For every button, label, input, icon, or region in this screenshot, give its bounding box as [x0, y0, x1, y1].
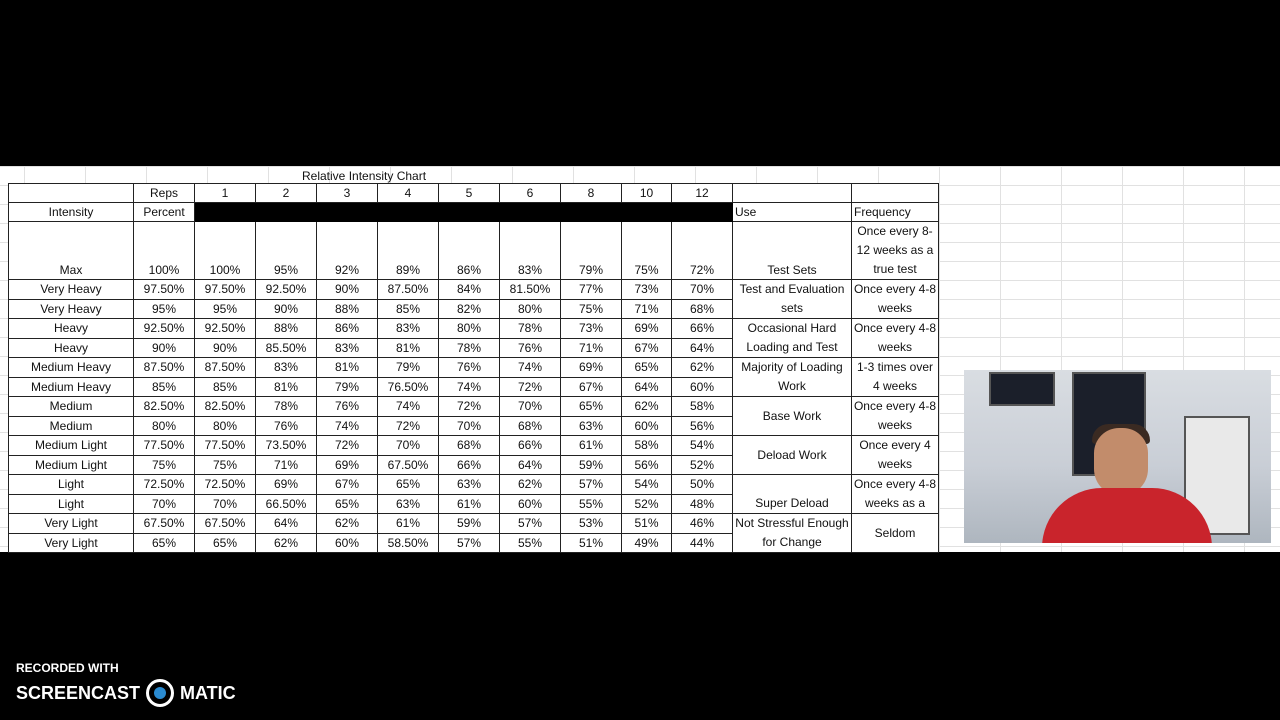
- percent-cell[interactable]: 74%: [378, 397, 439, 417]
- percent-cell[interactable]: 80%: [439, 319, 500, 339]
- header-cell[interactable]: [852, 184, 939, 203]
- percent-cell[interactable]: 87.50%: [378, 280, 439, 300]
- percent-cell[interactable]: 75%: [134, 455, 195, 475]
- percent-cell[interactable]: 81%: [256, 377, 317, 397]
- percent-cell[interactable]: 62%: [500, 475, 561, 495]
- percent-cell[interactable]: 64%: [500, 455, 561, 475]
- percent-cell[interactable]: 95%: [256, 222, 317, 280]
- percent-cell[interactable]: 73%: [561, 319, 622, 339]
- percent-cell[interactable]: 72.50%: [134, 475, 195, 495]
- percent-cell[interactable]: 59%: [561, 455, 622, 475]
- percent-cell[interactable]: 83%: [256, 358, 317, 378]
- header-cell[interactable]: 4: [378, 184, 439, 203]
- percent-cell[interactable]: 64%: [256, 514, 317, 534]
- use-cell[interactable]: Base Work: [733, 397, 852, 436]
- header-cell[interactable]: [733, 184, 852, 203]
- percent-cell[interactable]: 81.50%: [500, 280, 561, 300]
- percent-cell[interactable]: 61%: [439, 494, 500, 514]
- percent-cell[interactable]: 75%: [195, 455, 256, 475]
- percent-cell[interactable]: 72%: [317, 436, 378, 456]
- frequency-header[interactable]: Frequency: [852, 203, 939, 222]
- header-cell[interactable]: 8: [561, 184, 622, 203]
- header-cell[interactable]: 6: [500, 184, 561, 203]
- intensity-table[interactable]: [8, 183, 939, 553]
- frequency-cell[interactable]: Once every 8-12 weeks as a true test: [852, 222, 939, 280]
- percent-cell[interactable]: 95%: [134, 299, 195, 319]
- percent-cell[interactable]: 52%: [672, 455, 733, 475]
- percent-cell[interactable]: 83%: [500, 222, 561, 280]
- percent-cell[interactable]: 90%: [256, 299, 317, 319]
- percent-cell[interactable]: 71%: [561, 338, 622, 358]
- percent-cell[interactable]: 78%: [439, 338, 500, 358]
- percent-cell[interactable]: 44%: [672, 533, 733, 553]
- percent-cell[interactable]: 65%: [195, 533, 256, 553]
- frequency-cell[interactable]: Once every 4-8 weeks as a: [852, 475, 939, 514]
- percent-cell[interactable]: 66%: [672, 319, 733, 339]
- intensity-header[interactable]: Intensity: [9, 203, 134, 222]
- percent-cell[interactable]: 67%: [317, 475, 378, 495]
- frequency-cell[interactable]: Once every 4-8 weeks: [852, 397, 939, 436]
- intensity-cell[interactable]: Medium Light: [9, 436, 134, 456]
- intensity-cell[interactable]: Medium Light: [9, 455, 134, 475]
- percent-cell[interactable]: 62%: [317, 514, 378, 534]
- percent-cell[interactable]: 80%: [195, 416, 256, 436]
- table-row: [9, 475, 939, 495]
- percent-cell[interactable]: 67%: [622, 338, 672, 358]
- frequency-cell[interactable]: Once every 4-8 weeks: [852, 319, 939, 358]
- use-cell[interactable]: Deload Work: [733, 436, 852, 475]
- percent-cell[interactable]: 92%: [317, 222, 378, 280]
- sheet-title: Relative Intensity Chart: [302, 169, 427, 183]
- table-row: [9, 436, 939, 456]
- percent-cell[interactable]: 100%: [195, 222, 256, 280]
- percent-cell[interactable]: 68%: [672, 299, 733, 319]
- percent-cell[interactable]: 51%: [622, 514, 672, 534]
- percent-cell[interactable]: 87.50%: [195, 358, 256, 378]
- frequency-cell[interactable]: Seldom: [852, 514, 939, 553]
- percent-cell[interactable]: 69%: [622, 319, 672, 339]
- percent-cell[interactable]: 74%: [439, 377, 500, 397]
- percent-cell[interactable]: 85%: [195, 377, 256, 397]
- percent-cell[interactable]: 58.50%: [378, 533, 439, 553]
- header-cell[interactable]: 10: [622, 184, 672, 203]
- percent-cell[interactable]: 79%: [378, 358, 439, 378]
- intensity-cell[interactable]: Light: [9, 494, 134, 514]
- header-cell[interactable]: 12: [672, 184, 733, 203]
- use-cell[interactable]: Test and Evaluation sets: [733, 280, 852, 319]
- percent-cell[interactable]: 62%: [672, 358, 733, 378]
- percent-cell[interactable]: 81%: [378, 338, 439, 358]
- percent-cell[interactable]: 67%: [561, 377, 622, 397]
- percent-cell[interactable]: 65%: [134, 533, 195, 553]
- percent-cell[interactable]: 54%: [622, 475, 672, 495]
- header-cell[interactable]: 1: [195, 184, 256, 203]
- table-row: [9, 319, 939, 339]
- percent-cell[interactable]: 82%: [439, 299, 500, 319]
- percent-cell[interactable]: 78%: [500, 319, 561, 339]
- table-row: [9, 280, 939, 300]
- percent-cell[interactable]: 77.50%: [195, 436, 256, 456]
- percent-cell[interactable]: 53%: [561, 514, 622, 534]
- percent-cell[interactable]: 100%: [134, 222, 195, 280]
- percent-cell[interactable]: 87.50%: [134, 358, 195, 378]
- percent-header[interactable]: Percent: [134, 203, 195, 222]
- percent-cell[interactable]: 80%: [500, 299, 561, 319]
- percent-cell[interactable]: 60%: [622, 416, 672, 436]
- percent-cell[interactable]: 74%: [317, 416, 378, 436]
- percent-cell[interactable]: 69%: [561, 358, 622, 378]
- percent-cell[interactable]: 79%: [317, 377, 378, 397]
- header-row: [9, 184, 939, 203]
- percent-cell[interactable]: 63%: [439, 475, 500, 495]
- intensity-cell[interactable]: Very Light: [9, 533, 134, 553]
- percent-cell[interactable]: 65%: [378, 475, 439, 495]
- percent-cell[interactable]: 86%: [439, 222, 500, 280]
- percent-cell[interactable]: 72%: [378, 416, 439, 436]
- table-row: [9, 222, 939, 280]
- percent-cell[interactable]: 78%: [256, 397, 317, 417]
- percent-cell[interactable]: 62%: [622, 397, 672, 417]
- percent-cell[interactable]: 72%: [672, 222, 733, 280]
- intensity-cell[interactable]: Heavy: [9, 338, 134, 358]
- percent-cell[interactable]: 70%: [134, 494, 195, 514]
- percent-cell[interactable]: 66%: [439, 455, 500, 475]
- percent-cell[interactable]: 64%: [672, 338, 733, 358]
- header-cell[interactable]: [9, 184, 134, 203]
- percent-cell[interactable]: 55%: [561, 494, 622, 514]
- percent-cell[interactable]: 57%: [561, 475, 622, 495]
- intensity-cell[interactable]: Max: [9, 222, 134, 280]
- percent-cell[interactable]: 66.50%: [256, 494, 317, 514]
- percent-cell[interactable]: 97.50%: [195, 280, 256, 300]
- percent-cell[interactable]: 70%: [672, 280, 733, 300]
- percent-cell[interactable]: 74%: [500, 358, 561, 378]
- percent-cell[interactable]: 75%: [561, 299, 622, 319]
- use-cell[interactable]: Super Deload: [733, 475, 852, 514]
- percent-cell[interactable]: 59%: [439, 514, 500, 534]
- percent-cell[interactable]: 84%: [439, 280, 500, 300]
- percent-cell[interactable]: 92.50%: [256, 280, 317, 300]
- percent-cell[interactable]: 62%: [256, 533, 317, 553]
- table-row: [9, 514, 939, 534]
- percent-cell[interactable]: 90%: [134, 338, 195, 358]
- use-cell[interactable]: Test Sets: [733, 222, 852, 280]
- percent-cell[interactable]: 71%: [622, 299, 672, 319]
- intensity-cell[interactable]: Medium: [9, 416, 134, 436]
- frequency-cell[interactable]: Once every 4-8 weeks: [852, 280, 939, 319]
- percent-cell[interactable]: 76%: [439, 358, 500, 378]
- percent-cell[interactable]: 56%: [622, 455, 672, 475]
- percent-cell[interactable]: 89%: [378, 222, 439, 280]
- header-cell[interactable]: Reps: [134, 184, 195, 203]
- intensity-cell[interactable]: Heavy: [9, 319, 134, 339]
- percent-cell[interactable]: 90%: [195, 338, 256, 358]
- intensity-cell[interactable]: Very Light: [9, 514, 134, 534]
- percent-cell[interactable]: 76%: [500, 338, 561, 358]
- percent-cell[interactable]: 68%: [439, 436, 500, 456]
- use-cell[interactable]: Majority of Loading Work: [733, 358, 852, 397]
- percent-cell[interactable]: 65%: [561, 397, 622, 417]
- percent-cell[interactable]: 67.50%: [195, 514, 256, 534]
- percent-cell[interactable]: 57%: [500, 514, 561, 534]
- percent-cell[interactable]: 88%: [317, 299, 378, 319]
- percent-cell[interactable]: 81%: [317, 358, 378, 378]
- table-row: [9, 358, 939, 378]
- frequency-cell[interactable]: Once every 4 weeks: [852, 436, 939, 475]
- percent-cell[interactable]: 57%: [439, 533, 500, 553]
- percent-cell[interactable]: 71%: [256, 455, 317, 475]
- percent-cell[interactable]: 55%: [500, 533, 561, 553]
- percent-cell[interactable]: 85.50%: [256, 338, 317, 358]
- percent-cell[interactable]: 82.50%: [195, 397, 256, 417]
- percent-cell[interactable]: 97.50%: [134, 280, 195, 300]
- percent-cell[interactable]: 72%: [439, 397, 500, 417]
- recorded-with-label: RECORDED WITH: [16, 661, 119, 675]
- percent-cell[interactable]: 85%: [134, 377, 195, 397]
- percent-cell[interactable]: 49%: [622, 533, 672, 553]
- percent-cell[interactable]: 70%: [378, 436, 439, 456]
- percent-cell[interactable]: 92.50%: [134, 319, 195, 339]
- record-icon: [146, 679, 174, 707]
- percent-cell[interactable]: 65%: [622, 358, 672, 378]
- percent-cell[interactable]: 80%: [134, 416, 195, 436]
- percent-cell[interactable]: 50%: [672, 475, 733, 495]
- percent-cell[interactable]: 76%: [256, 416, 317, 436]
- webcam-overlay: [964, 370, 1271, 543]
- percent-cell[interactable]: 61%: [561, 436, 622, 456]
- percent-cell[interactable]: 63%: [561, 416, 622, 436]
- intensity-cell[interactable]: Light: [9, 475, 134, 495]
- intensity-cell[interactable]: Very Heavy: [9, 299, 134, 319]
- percent-cell[interactable]: 51%: [561, 533, 622, 553]
- percent-cell[interactable]: 65%: [317, 494, 378, 514]
- percent-cell[interactable]: 72.50%: [195, 475, 256, 495]
- percent-cell[interactable]: 48%: [672, 494, 733, 514]
- percent-cell[interactable]: 95%: [195, 299, 256, 319]
- percent-cell[interactable]: 76.50%: [378, 377, 439, 397]
- percent-cell[interactable]: 67.50%: [378, 455, 439, 475]
- table-row: [9, 397, 939, 417]
- percent-cell[interactable]: 70%: [500, 397, 561, 417]
- percent-cell[interactable]: 61%: [378, 514, 439, 534]
- percent-cell[interactable]: 73%: [622, 280, 672, 300]
- intensity-cell[interactable]: Medium Heavy: [9, 358, 134, 378]
- percent-cell[interactable]: 72%: [500, 377, 561, 397]
- percent-cell[interactable]: 69%: [256, 475, 317, 495]
- percent-cell[interactable]: 76%: [317, 397, 378, 417]
- screencast-matic-logo: [16, 679, 236, 707]
- percent-cell[interactable]: 68%: [500, 416, 561, 436]
- use-cell[interactable]: Not Stressful Enough for Change: [733, 514, 852, 553]
- percent-cell[interactable]: 58%: [622, 436, 672, 456]
- use-header[interactable]: Use: [733, 203, 852, 222]
- percent-cell[interactable]: 83%: [317, 338, 378, 358]
- percent-cell[interactable]: 54%: [672, 436, 733, 456]
- percent-cell[interactable]: 73.50%: [256, 436, 317, 456]
- percent-cell[interactable]: 90%: [317, 280, 378, 300]
- percent-cell[interactable]: 79%: [561, 222, 622, 280]
- header-cell[interactable]: 5: [439, 184, 500, 203]
- percent-cell[interactable]: 70%: [195, 494, 256, 514]
- percent-cell[interactable]: 69%: [317, 455, 378, 475]
- percent-cell[interactable]: 77.50%: [134, 436, 195, 456]
- intensity-cell[interactable]: Medium Heavy: [9, 377, 134, 397]
- black-band[interactable]: [195, 203, 733, 222]
- frequency-cell[interactable]: 1-3 times over 4 weeks: [852, 358, 939, 397]
- percent-cell[interactable]: 64%: [622, 377, 672, 397]
- percent-cell[interactable]: 60%: [672, 377, 733, 397]
- header-cell[interactable]: 3: [317, 184, 378, 203]
- percent-cell[interactable]: 75%: [622, 222, 672, 280]
- percent-cell[interactable]: 67.50%: [134, 514, 195, 534]
- percent-cell[interactable]: 82.50%: [134, 397, 195, 417]
- subheader-row: [9, 203, 939, 222]
- brand-right: MATIC: [180, 682, 236, 703]
- percent-cell[interactable]: 86%: [317, 319, 378, 339]
- percent-cell[interactable]: 88%: [256, 319, 317, 339]
- header-cell[interactable]: 2: [256, 184, 317, 203]
- percent-cell[interactable]: 83%: [378, 319, 439, 339]
- percent-cell[interactable]: 52%: [622, 494, 672, 514]
- brand-left: SCREENCAST: [16, 682, 141, 703]
- intensity-cell[interactable]: Very Heavy: [9, 280, 134, 300]
- percent-cell[interactable]: 70%: [439, 416, 500, 436]
- percent-cell[interactable]: 60%: [500, 494, 561, 514]
- percent-cell[interactable]: 77%: [561, 280, 622, 300]
- percent-cell[interactable]: 60%: [317, 533, 378, 553]
- percent-cell[interactable]: 56%: [672, 416, 733, 436]
- use-cell[interactable]: Occasional Hard Loading and Test: [733, 319, 852, 358]
- percent-cell[interactable]: 46%: [672, 514, 733, 534]
- intensity-cell[interactable]: Medium: [9, 397, 134, 417]
- percent-cell[interactable]: 63%: [378, 494, 439, 514]
- percent-cell[interactable]: 85%: [378, 299, 439, 319]
- percent-cell[interactable]: 92.50%: [195, 319, 256, 339]
- percent-cell[interactable]: 58%: [672, 397, 733, 417]
- percent-cell[interactable]: 66%: [500, 436, 561, 456]
